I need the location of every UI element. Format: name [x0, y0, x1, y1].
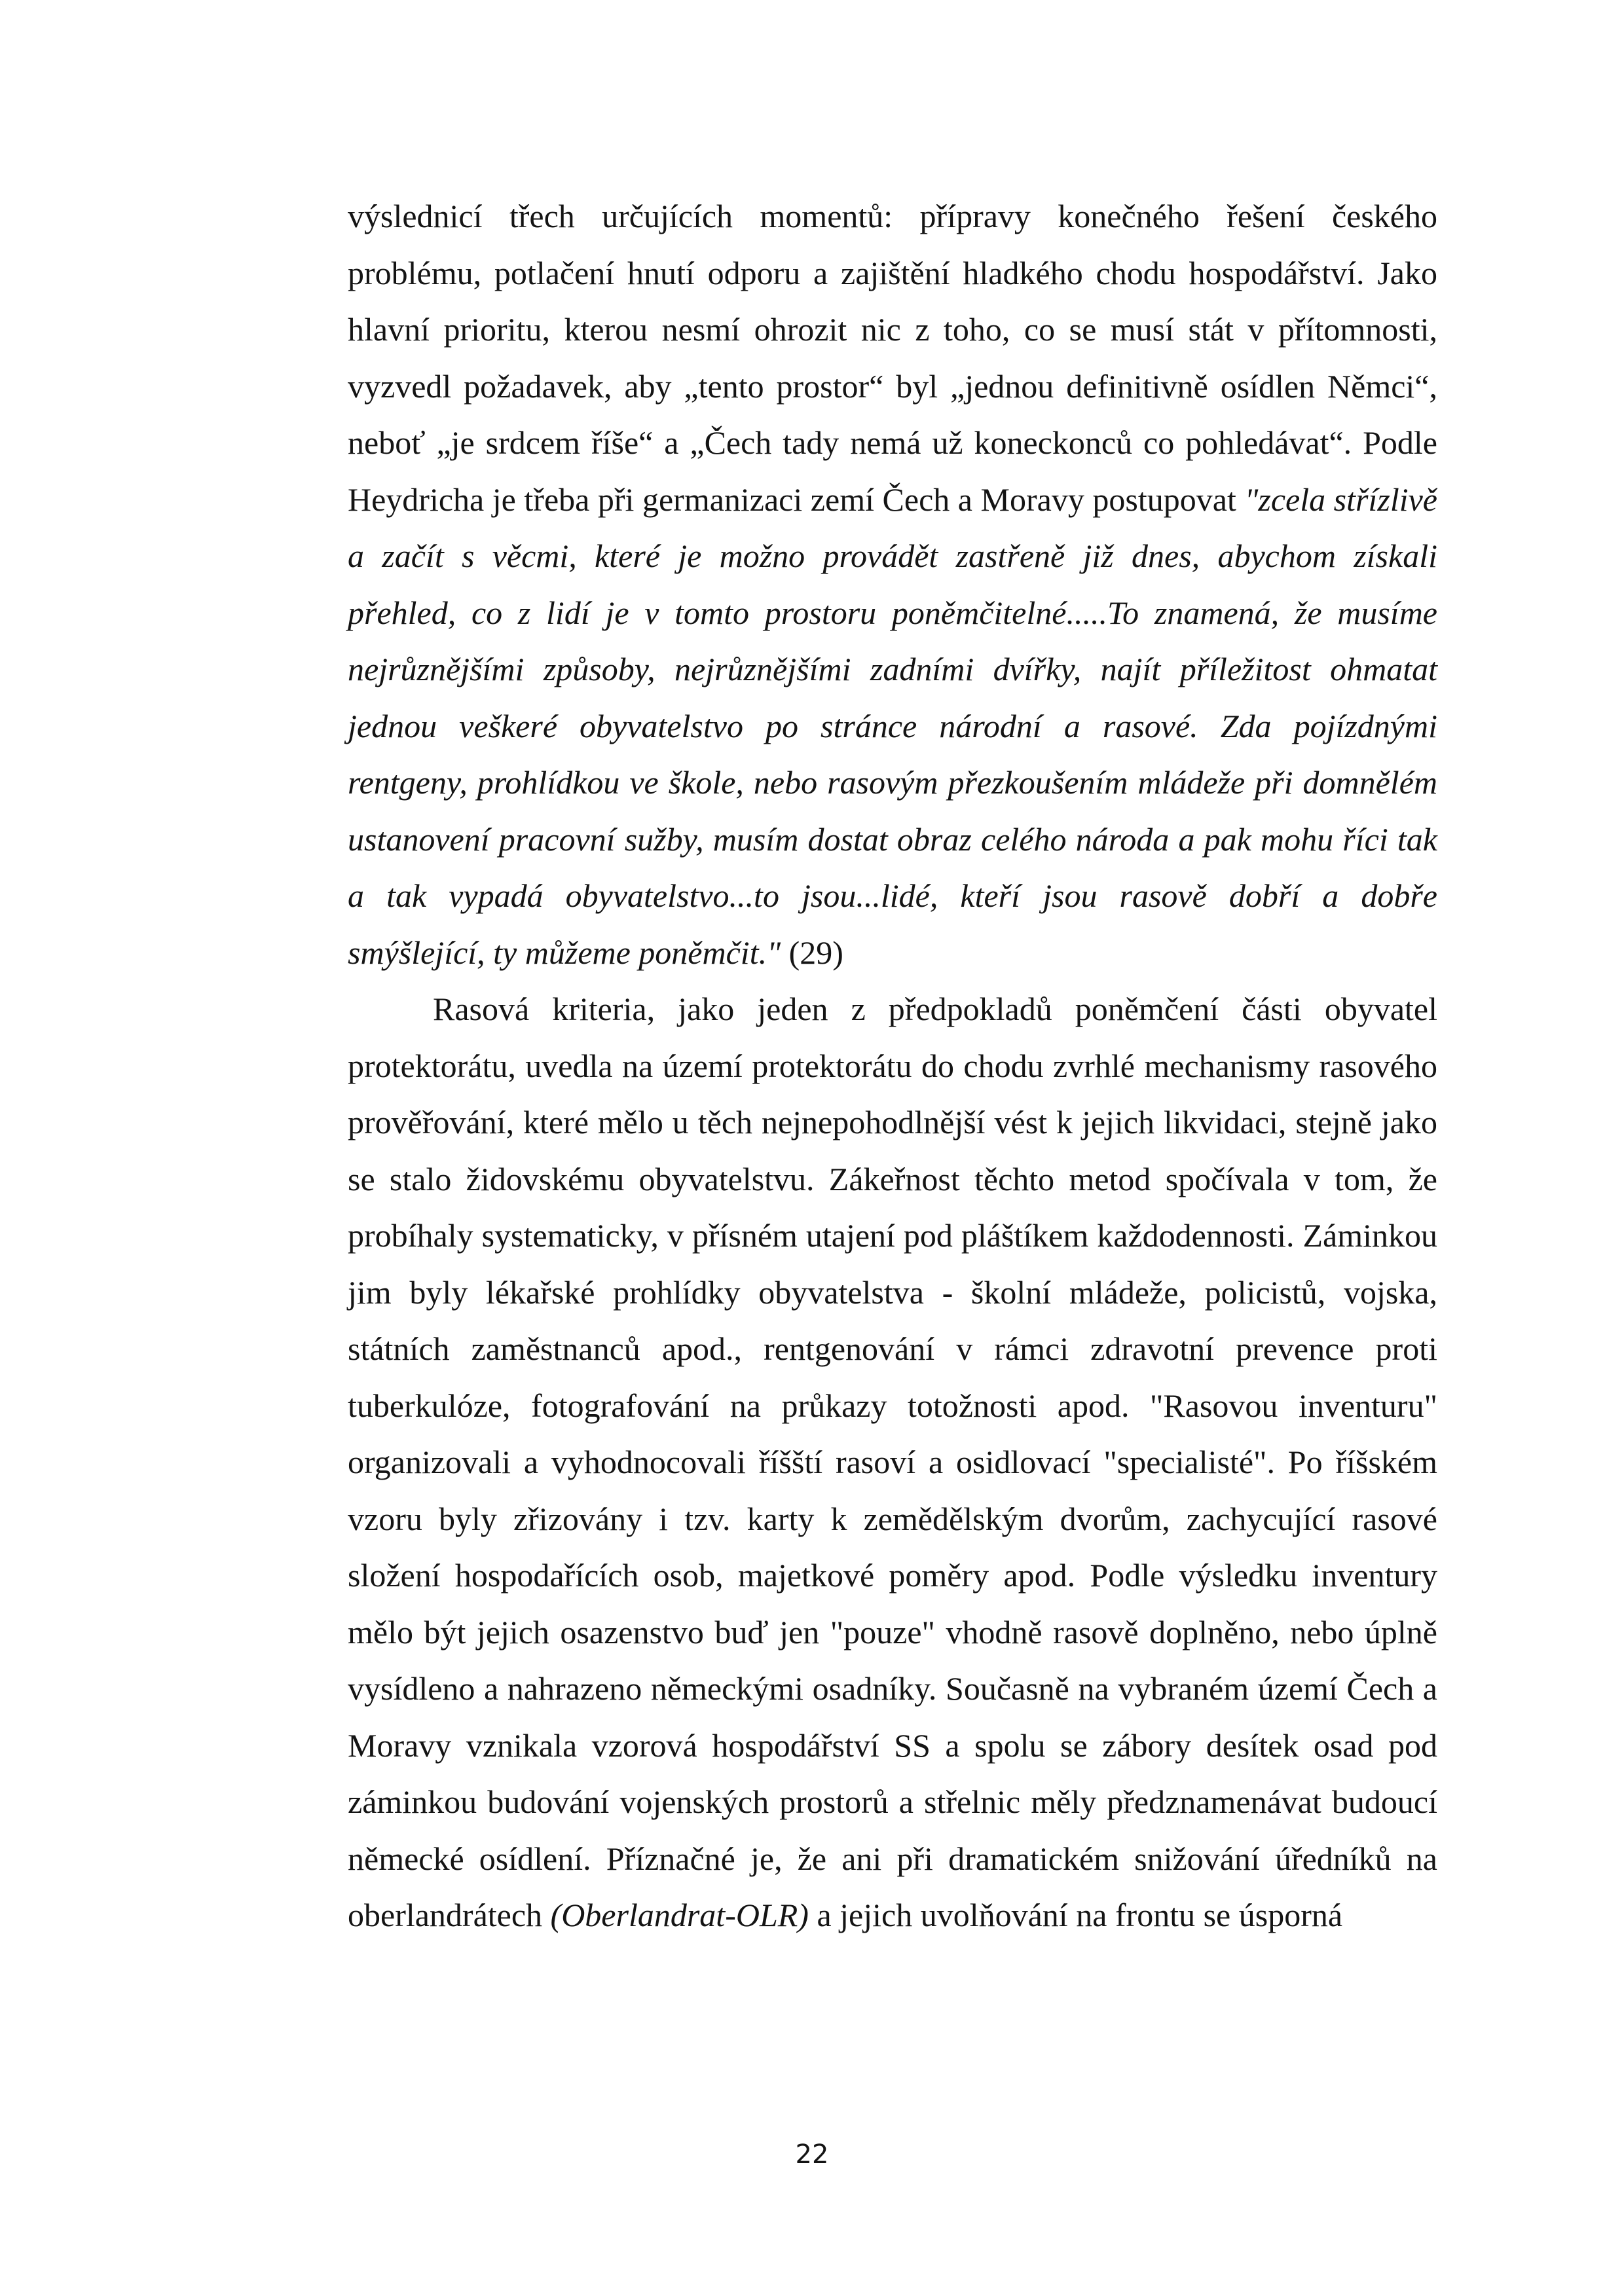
paragraph-racial-criteria — [348, 981, 1437, 1944]
citation-reference: (29) — [781, 934, 843, 971]
oberlandrat-term: (Oberlandrat-OLR) — [550, 1897, 809, 1933]
paragraph-continued — [348, 188, 1437, 981]
body-text — [348, 188, 1437, 1944]
heydrich-quote: "zcela střízlivě a začít s věcmi, které je možno provádět zastřeně již dnes, abychom získali přehled, co z lidí je v tomto prostoru poněmčitelné.....To znamená, že musíme nejrůznějšími způsoby, nejrůznějšími zadními dvířky, najít příležitost ohmatat jednou veškeré obyvatelstvo po stránce národní a rasové. Zda pojízdnými rentgeny, prohlídkou ve škole, nebo rasovým přezkoušením mládeže při domnělém ustanovení pracovní sužby, musím dostat obraz celého národa a pak mohu říci tak a tak vypadá obyvatelstvo...to jsou...lidé, kteří jsou rasově dobří a dobře smýšlející, ty můžeme poněmčit." — [348, 481, 1437, 971]
paragraph-2-text-end: a jejich uvolňování na frontu se úsporná — [808, 1897, 1343, 1933]
paragraph-2-text: Rasová kriteria, jako jeden z předpokladů poněmčení části obyvatel protektorátu, uvedla na území protektorátu do chodu zvrhlé mechanismy rasového prověřování, které mělo u těch nejnepohodlnější vést k jejich likvidaci, stejně jako se stalo židovskému obyvatelstvu. Zákeřnost těchto metod spočívala v tom, že probíhaly systematicky, v přísném utajení pod pláštíkem každodennosti. Záminkou jim byly lékařské prohlídky obyvatelstva - školní mládeže, policistů, vojska, státních zaměstnanců apod., rentgenování v rámci zdravotní prevence proti tuberkulóze, fotografování na průkazy totožnosti apod. "Rasovou inventuru" organizovali a vyhodnocovali říšští rasoví a osidlovací "specialisté". Po říšském vzoru byly zřizovány i tzv. karty k zemědělským dvorům, zachycující rasové složení hospodařících osob, majetkové poměry apod. Podle výsledku inventury mělo být jejich osazenstvo buď jen "pouze" vhodně rasově doplněno, nebo úplně vysídleno a nahrazeno německými osadníky. Současně na vybraném území Čech a Moravy vznikala vzorová hospodářství SS a spolu se zábory desítek osad pod záminkou budování vojenských prostorů a střelnic měly předznamenávat budoucí německé osídlení. Příznačné je, že ani při dramatickém snižování úředníků na oberlandrátech — [348, 991, 1437, 1933]
paragraph-1-text: výslednicí třech určujících momentů: přípravy konečného řešení českého problému, potlačení hnutí odporu a zajištění hladkého chodu hospodářství. Jako hlavní prioritu, kterou nesmí ohrozit nic z toho, co se musí stát v přítomnosti, vyzvedl požadavek, aby „tento prostor“ byl „jednou definitivně osídlen Němci“, neboť „je srdcem říše“ a „Čech tady nemá už koneckonců co pohledávat“. Podle Heydricha je třeba při germanizaci zemí Čech a Moravy postupovat — [348, 198, 1437, 518]
page-number: 22 — [795, 2140, 829, 2170]
